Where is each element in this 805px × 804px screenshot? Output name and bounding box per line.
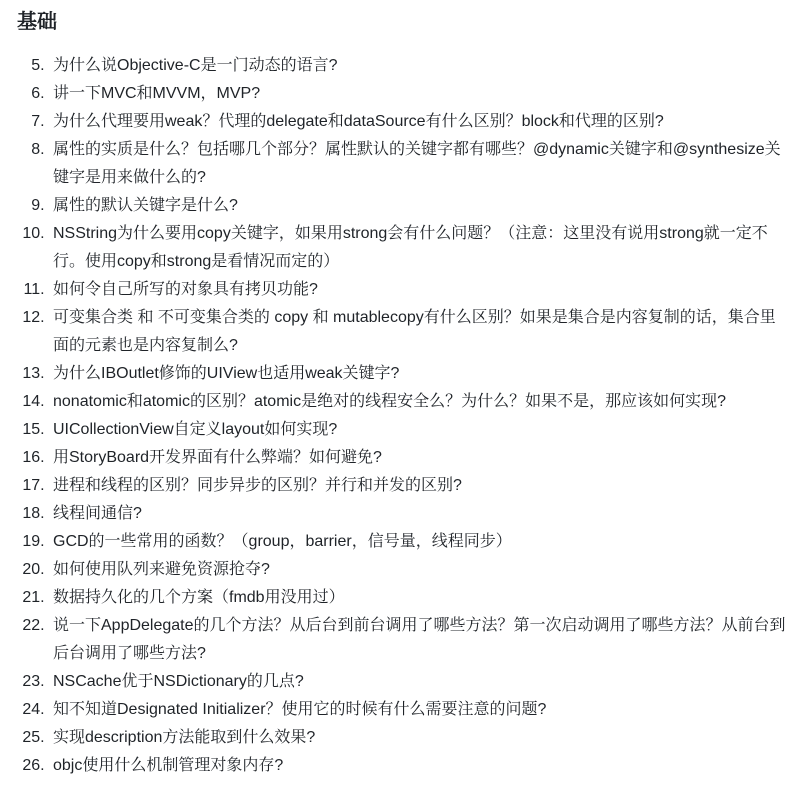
question-item: 21. 数据持久化的几个方案（fmdb用没用过） [49,584,789,612]
question-item: 23. NSCache优于NSDictionary的几点? [49,668,789,696]
question-item: 6. 讲一下MVC和MVVM，MVP? [49,80,789,108]
question-item: 18. 线程间通信? [49,500,789,528]
question-item: 8. 属性的实质是什么？包括哪几个部分？属性默认的关键字都有哪些？@dynamic关键字和@synthesize关键字是用来做什么的? [49,136,789,192]
question-item: 26. objc使用什么机制管理对象内存? [49,752,789,780]
question-item: 15. UICollectionView自定义layout如何实现? [49,416,789,444]
question-item: 25. 实现description方法能取到什么效果? [49,724,789,752]
question-item: 24. 知不知道Designated Initializer？使用它的时候有什么需要注意的问题? [49,696,789,724]
question-item: 22. 说一下AppDelegate的几个方法？从后台到前台调用了哪些方法？第一次启动调用了哪些方法？从前台到后台调用了哪些方法? [49,612,789,668]
question-item: 19. GCD的一些常用的函数？（group，barrier，信号量，线程同步） [49,528,789,556]
question-item: 10. NSString为什么要用copy关键字，如果用strong会有什么问题？（注意：这里没有说用strong就一定不行。使用copy和strong是看情况而定的） [49,220,789,276]
question-item: 9. 属性的默认关键字是什么? [49,192,789,220]
question-item: 20. 如何使用队列来避免资源抢夺? [49,556,789,584]
question-item: 14. nonatomic和atomic的区别？atomic是绝对的线程安全么？为什么？如果不是，那应该如何实现? [49,388,789,416]
question-item: 13. 为什么IBOutlet修饰的UIView也适用weak关键字? [49,360,789,388]
question-item: 16. 用StoryBoard开发界面有什么弊端？如何避免? [49,444,789,472]
question-item: 5. 为什么说Objective-C是一门动态的语言? [49,52,789,80]
question-item: 11. 如何令自己所写的对象具有拷贝功能? [49,276,789,304]
question-item: 17. 进程和线程的区别？同步异步的区别？并行和并发的区别? [49,472,789,500]
question-list [17,52,789,780]
question-item: 12. 可变集合类 和 不可变集合类的 copy 和 mutablecopy有什么区别？如果是集合是内容复制的话，集合里面的元素也是内容复制么? [49,304,789,360]
question-item: 7. 为什么代理要用weak？代理的delegate和dataSource有什么区别？block和代理的区别? [49,108,789,136]
section-heading: 基础 [17,11,57,33]
